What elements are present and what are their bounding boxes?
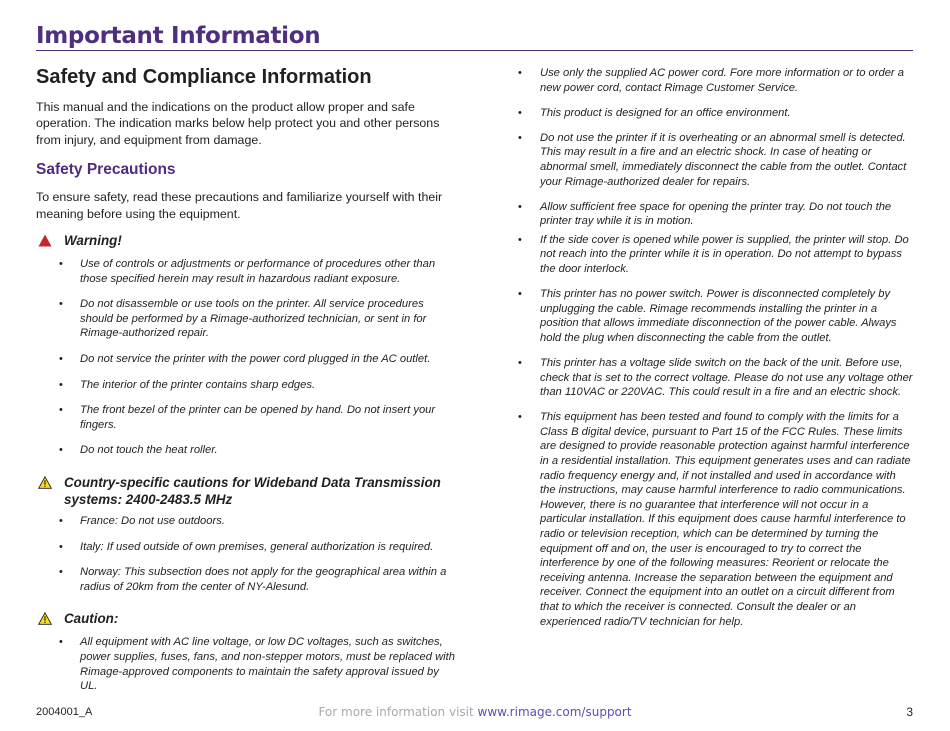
country-caution-group	[36, 474, 456, 594]
precautions-intro: To ensure safety, read these precautions and familiarize yourself with their meaning before using the equipment.	[36, 190, 443, 221]
list-item: • The interior of the printer contains sharp edges.	[59, 378, 316, 391]
caution-heading	[36, 610, 456, 629]
list-item: • Norway: This subsection does not apply for the geographical area within a radius of 20km from the center of NY-Alesund.	[59, 566, 447, 593]
list-item: • This printer has a voltage slide switch on the back of the unit. Before use, check that is set to the correct voltage. Please do not use any voltage other than 110VAC or 220VAC. This could result in a fire and an electric shock.	[518, 357, 913, 399]
caution-list	[36, 635, 456, 693]
list-item: • This product is designed for an office environment.	[518, 106, 791, 119]
warning-group	[36, 232, 456, 458]
country-caution-title: Country-specific cautions for Wideband Data Transmission systems: 2400-2483.5 MHz	[64, 474, 441, 507]
list-item: • This equipment has been tested and found to comply with the limits for a Class B digital device, pursuant to Part 15 of the FCC Rules. These limits are designed to provide reasonable protection against harmful interference in a residential installation. This equipment generates uses and can radiate radio frequency energy and, if not installed and used in accordance with the instructions, may cause harmful interference to radio communications. However, there is no guarantee that interference will not occur in a particular installation. If this equipment does cause harmful interference to radio or television reception, which can be determined by turning the equipment off and on, the user is encouraged to try to correct the interference by one of the following measures: Reorient or relocate the receiving antenna. Increase the separation between the equipment and receiver. Connect the equipment into an outlet on a circuit different from that to which the receiver is connected. Consult the dealer or an experienced radio/TV technician for help.	[518, 411, 911, 628]
list-item: • Allow sufficient free space for opening the printer tray. Do not touch the printer tray while it is in motion.	[518, 200, 892, 228]
right-precautions-list	[518, 66, 913, 629]
footer-info-text: For more information visit	[318, 705, 478, 719]
list-item: • France: Do not use outdoors.	[59, 514, 225, 527]
list-item: • This printer has no power switch. Power is disconnected completely by unplugging the cable. Rimage recommends installing the printer in a position that allows immediate disconnection of the power cable. Always hold the plug when disconnecting the cable from the outlet.	[518, 288, 897, 344]
list-item: • Do not touch the heat roller.	[59, 444, 218, 457]
caution-group	[36, 610, 456, 693]
warning-title: Warning!	[64, 233, 122, 249]
page-title: Important Information	[36, 23, 321, 49]
list-item: • Do not use the printer if it is overheating or an abnormal smell is detected. This may result in a fire and an electric shock. In case of heating or abnormal smell, immediately disconnect the cable from the outlet. Contact your Rimage-authorized dealer for repairs.	[518, 131, 907, 188]
page-number: 3	[906, 705, 913, 719]
precautions-title: Safety Precautions	[36, 161, 176, 179]
footer-info	[0, 705, 950, 719]
section-title: Safety and Compliance Information	[36, 66, 372, 88]
list-item: • Do not service the printer with the power cord plugged in the AC outlet.	[59, 353, 431, 365]
list-item: • All equipment with AC line voltage, or low DC voltages, such as switches, power supplies, fuses, fans, and non-stepper motors, must be replaced with Rimage-approved components to maintain the safety approval issued by UL.	[59, 636, 455, 693]
list-item: • If the side cover is opened while power is supplied, the printer will stop. Do not reach into the printer while it is in operation. Do not attempt to bypass the door interlock.	[518, 233, 909, 276]
document-code: 2004001_A	[36, 706, 93, 718]
list-item: • The front bezel of the printer can be opened by hand. Do not insert your fingers.	[59, 404, 436, 431]
list-item: • Use of controls or adjustments or performance of procedures other than those specified herein may result in hazardous radiant exposure.	[59, 258, 436, 285]
support-link[interactable]: www.rimage.com/support	[477, 705, 632, 719]
country-caution-list	[36, 514, 456, 594]
country-caution-heading	[36, 474, 456, 508]
page-header	[36, 22, 913, 51]
intro-paragraph: This manual and the indications on the product allow proper and safe operation. The indication marks below help protect you and other persons from injury, and equipment from damage.	[36, 100, 440, 147]
caution-triangle-icon	[38, 476, 52, 493]
caution-triangle-icon	[38, 612, 52, 629]
caution-title: Caution:	[64, 611, 119, 627]
warning-list	[36, 257, 456, 458]
right-column	[518, 66, 913, 640]
list-item: • Use only the supplied AC power cord. Fore more information or to order a new power cord, contact Rimage Customer Service.	[518, 67, 904, 94]
left-column	[36, 66, 456, 710]
list-item: • Italy: If used outside of own premises, general authorization is required.	[59, 540, 434, 553]
warning-heading	[36, 232, 456, 251]
warning-triangle-icon	[38, 234, 52, 251]
list-item: • Do not disassemble or use tools on the printer. All service procedures should be performed by a Rimage-authorized technician, or sent in for Rimage-authorized repair.	[59, 298, 427, 340]
